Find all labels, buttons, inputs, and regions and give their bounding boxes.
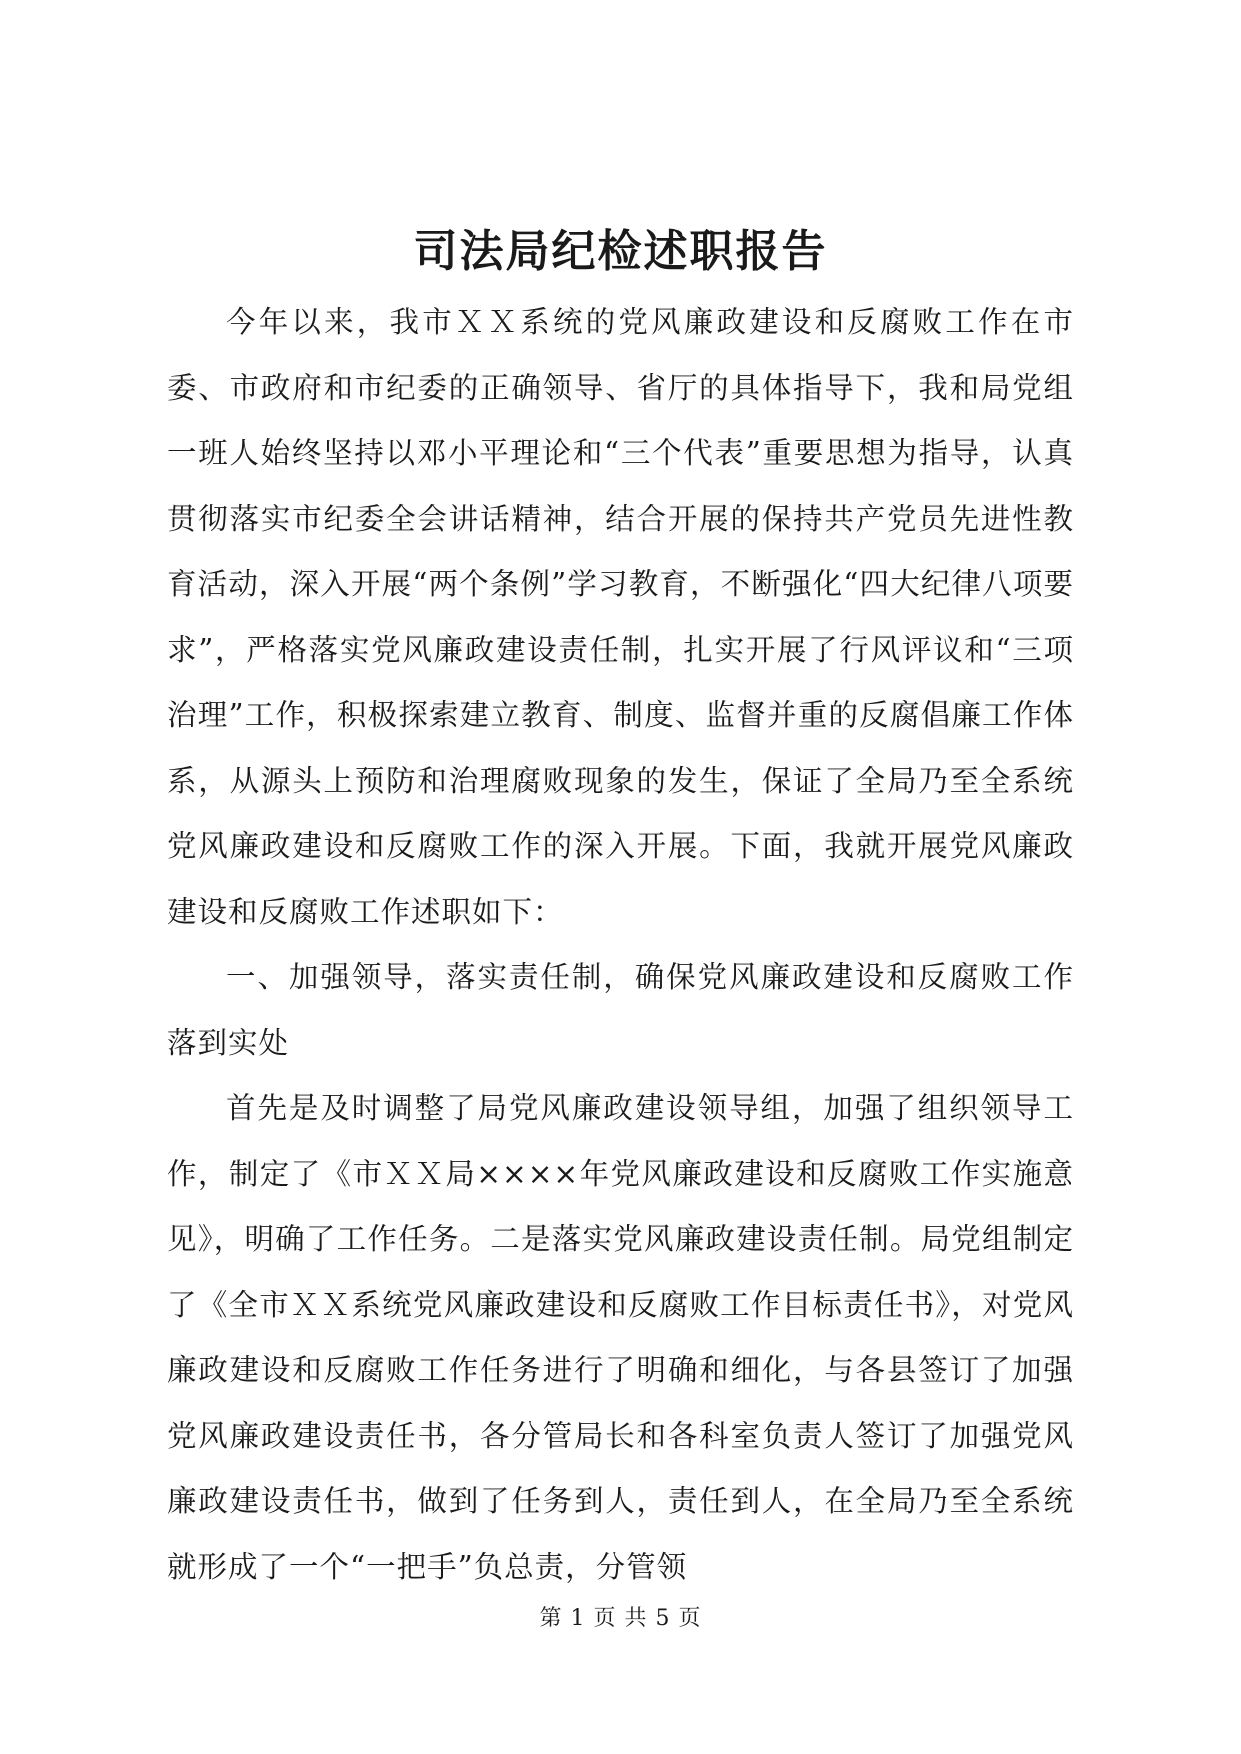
- page-number-footer: 第 1 页 共 5 页: [539, 1606, 702, 1631]
- document-body: [167, 290, 1074, 1600]
- section-heading-1: 一、加强领导，落实责任制，确保党风廉政建设和反腐败工作落到实处: [167, 960, 1074, 1060]
- document-title: 司法局纪检述职报告: [413, 226, 828, 277]
- paragraph-intro: 今年以来，我市ＸＸ系统的党风廉政建设和反腐败工作在市委、市政府和市纪委的正确领导、省厅的具体指导下，我和局党组一班人始终坚持以邓小平理论和“三个代表”重要思想为指导，认真贯彻落实市纪委全会讲话精神，结合开展的保持共产党员先进性教育活动，深入开展“两个条例”学习教育，不断强化“四大纪律八项要求”，严格落实党风廉政建设责任制，扎实开展了行风评议和“三项治理”工作，积极探索建立教育、制度、监督并重的反腐倡廉工作体系，从源头上预防和治理腐败现象的发生，保证了全局乃至全系统党风廉政建设和反腐败工作的深入开展。下面，我就开展党风廉政建设和反腐败工作述职如下：: [167, 305, 1074, 929]
- paragraph-section-1: 首先是及时调整了局党风廉政建设领导组，加强了组织领导工作，制定了《市ＸＸ局××××年党风廉政建设和反腐败工作实施意见》，明确了工作任务。二是落实党风廉政建设责任制。局党组制定了《全市ＸＸ系统党风廉政建设和反腐败工作目标责任书》，对党风廉政建设和反腐败工作任务进行了明确和细化，与各县签订了加强党风廉政建设责任书，各分管局长和各科室负责人签订了加强党风廉政建设责任书，做到了任务到人，责任到人，在全局乃至全系统就形成了一个“一把手”负总责，分管领: [167, 1091, 1074, 1584]
